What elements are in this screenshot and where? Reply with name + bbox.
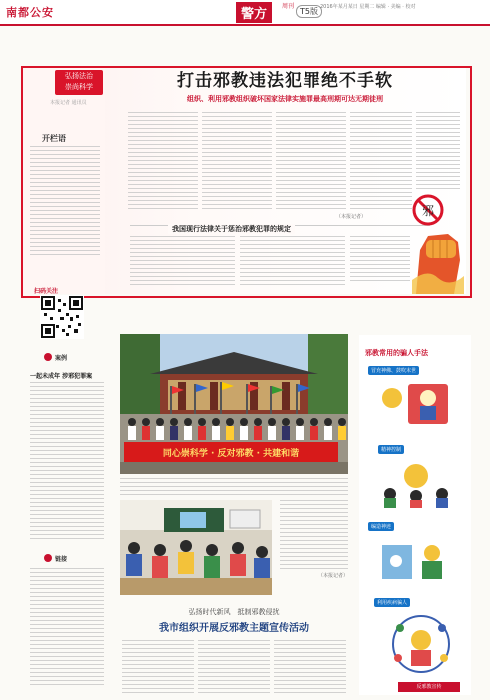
photo2-signature: （本报记者） (318, 573, 349, 579)
no-cult-stamp-text: 邪 (421, 204, 435, 218)
photo-caption (120, 478, 348, 496)
tip-illustration (376, 458, 456, 512)
article-text-column (198, 640, 270, 695)
tip-illustration (386, 612, 456, 680)
feature-subhead: 组织、利用邪教组织破坏国家法律实施罪最高刑期可达无期徒刑 (187, 95, 383, 103)
tip-label: 冒充神佛、鼓吹末世 (368, 366, 419, 375)
sidebar-title: 邪教常用的骗人手法 (365, 349, 428, 357)
section-bullet-icon (44, 554, 52, 562)
left-section-text (30, 568, 104, 688)
left-section-headline: 一起未成年 涉邪犯罪案 (30, 373, 93, 380)
article-headline: 我市组织开展反邪教主题宣传活动 (159, 623, 309, 634)
banner-text: 同心崇科学 · 反对邪教 · 共建和谐 (162, 449, 300, 459)
newspaper-brand: 南都公安 (6, 6, 54, 19)
left-section-title: 链接 (55, 556, 68, 563)
section-sub: 周刊 (282, 3, 295, 10)
feature-tag-line1: 弘扬法治 (65, 72, 93, 80)
tip-label: 编造神迹 (368, 522, 394, 531)
tip-illustration (376, 378, 456, 432)
tip-label: 利用疾病骗人 (374, 598, 410, 607)
feature-headline: 打击邪教违法犯罪绝不手软 (177, 71, 393, 91)
issue-meta: 2016年某月某日 星期二 编辑 · 美编 · 校对 (320, 4, 416, 10)
opinion-text (30, 146, 100, 256)
qr-caption: 扫码关注 (34, 288, 59, 295)
section-label: 警方 (236, 2, 272, 23)
sidebar-signature: 反邪教宣传 (398, 682, 460, 692)
left-section-text (30, 382, 104, 540)
feature-tag-line2: 崇尚科学 (65, 83, 93, 91)
opinion-title: 开栏语 (42, 134, 66, 143)
feature-byline: 本报记者 通讯员 (50, 100, 87, 106)
article-subtitle: 弘扬时代新风 抵制邪教侵扰 (188, 608, 280, 616)
law-section-title: 我国现行法律关于惩治邪教犯罪的规定 (168, 224, 295, 234)
article-text-column (274, 640, 346, 695)
tip-illustration (376, 535, 456, 589)
qr-code[interactable] (40, 295, 84, 339)
article-text-column (122, 640, 194, 695)
photo2-text (280, 500, 348, 570)
feature-signature: （本报记者） (336, 214, 367, 220)
tip-label: 精神控制 (378, 445, 404, 454)
left-section-title: 案例 (55, 355, 68, 362)
section-bullet-icon (44, 353, 52, 361)
classroom-photo (120, 500, 272, 595)
group-photo (120, 334, 348, 474)
page-number: T5版 (296, 5, 322, 18)
